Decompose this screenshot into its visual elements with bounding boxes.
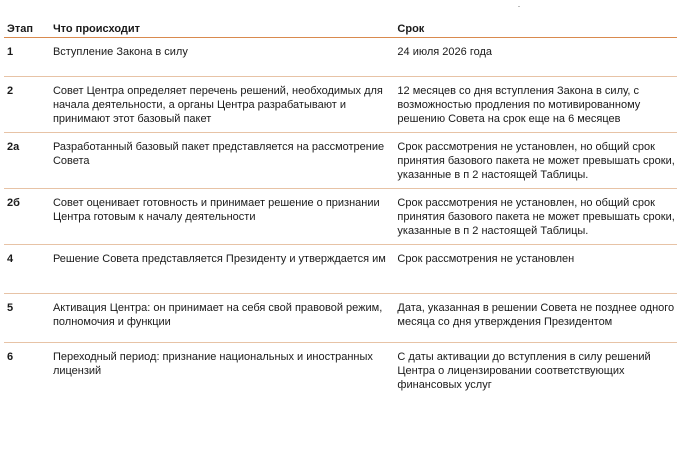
row-term: Срок рассмотрения не установлен, но общий срок принятия базового пакета не может превышать сроки, указанные в п 2 настоящей Таблицы. xyxy=(397,141,675,181)
row-term: С даты активации до вступления в силу решений Центра о лицензировании соответствующих финансовых услуг xyxy=(397,351,651,391)
table-row xyxy=(4,133,677,189)
row-stage: 2б xyxy=(7,197,20,209)
header-term: Срок xyxy=(397,23,425,35)
row-what: Совет оценивает готовность и принимает решение о признании Центра готовым к началу деятельности xyxy=(52,197,380,223)
table-row xyxy=(4,189,677,245)
row-term: Срок рассмотрения не установлен xyxy=(397,253,575,265)
row-stage: 2 xyxy=(7,85,14,97)
row-stage: 5 xyxy=(7,302,14,314)
stages-table xyxy=(4,0,677,413)
row-term: Дата, указанная в решении Совета не позднее одного месяца со дня утверждения Президентом xyxy=(397,302,675,328)
row-what: Разработанный базовый пакет представляется на рассмотрение Совета xyxy=(52,141,385,167)
row-term: 24 июля 2026 года xyxy=(397,46,493,58)
row-stage: 2а xyxy=(7,141,20,153)
row-term: Срок рассмотрения не установлен, но общий срок принятия базового пакета не может превышать сроки, указанные в п 2 настоящей Таблицы. xyxy=(397,197,675,237)
table-row xyxy=(4,77,677,133)
row-what: Переходный период: признание национальных и иностранных лицензий xyxy=(52,351,373,377)
row-what: Решение Совета представляется Президенту и утверждается им xyxy=(52,253,386,265)
header-stage: Этап xyxy=(7,23,33,35)
table-header xyxy=(4,0,677,38)
row-what: Вступление Закона в силу xyxy=(52,46,188,58)
row-term: 12 месяцев со дня вступления Закона в силу, с возможностью продления по мотивированному решению Совета на срок еще на 6 месяцев xyxy=(397,85,641,125)
row-stage: 6 xyxy=(7,351,14,363)
table-row xyxy=(4,245,677,294)
table-row xyxy=(4,343,677,413)
row-what: Активация Центра: он принимает на себя свой правовой режим, полномочия и функции xyxy=(52,302,383,328)
table-row xyxy=(4,38,677,77)
row-stage: 1 xyxy=(7,46,14,58)
row-what: Совет Центра определяет перечень решений, необходимых для начала деятельности, а органы Центра разрабатывают и принимают этот базовый пакет xyxy=(52,85,383,125)
table-row xyxy=(4,294,677,343)
header-what: Что происходит xyxy=(52,23,141,35)
row-stage: 4 xyxy=(7,253,14,265)
